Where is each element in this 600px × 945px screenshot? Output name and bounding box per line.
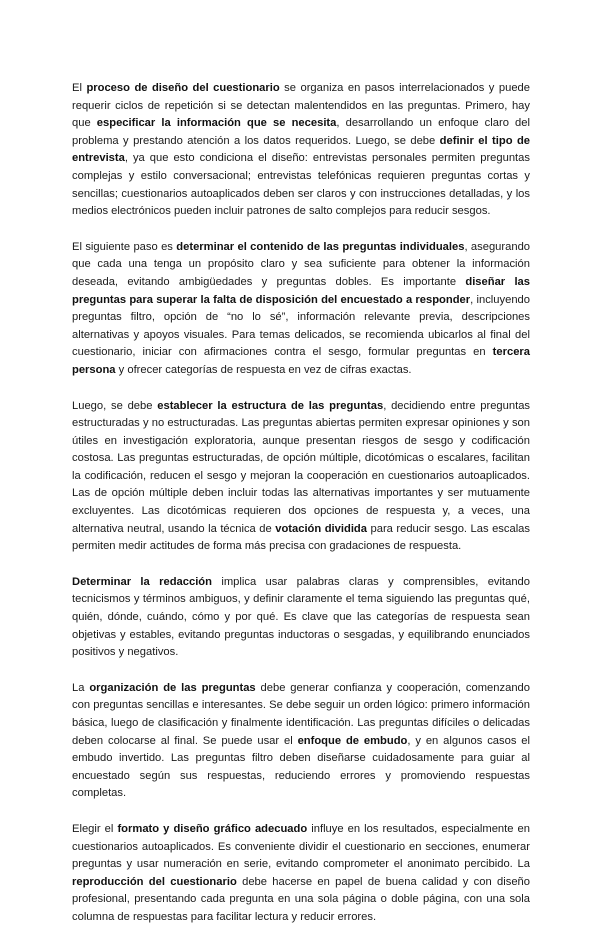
bold-term: votación dividida <box>275 522 367 535</box>
paragraph-question-order: La organización de las preguntas debe generar confianza y cooperación, comenzando con preguntas sencillas e interesantes. Se debe seguir un orden lógico: primero información básica, luego de clasificación y finalmente identificación. Las preguntas difíciles o delicadas deben colocarse al final. Se puede usar el enfoque de embudo, y en algunos casos el embudo invertido. Las preguntas filtro deben diseñarse cuidadosamente para guiar al encuestado según sus respuestas, reduciendo errores y promoviendo respuestas completas. <box>72 681 530 800</box>
bold-term: organización de las preguntas <box>89 681 256 694</box>
paragraph-wording: Determinar la redacción implica usar palabras claras y comprensibles, evitando tecnicismos y términos ambiguos, y definir claramente el tema siguiendo las preguntas qué, quién, dónde, cuándo, cómo y por qué. Es clave que las categorías de respuesta sean objetivas y estables, evitando preguntas inductoras o sesgadas, y equilibrando enunciados positivos y negativos. <box>72 575 530 659</box>
bold-term: proceso de diseño del cuestionario <box>86 82 280 94</box>
bold-term: establecer la estructura de las preguntas <box>157 399 384 412</box>
bold-term: Determinar la redacción <box>72 575 212 588</box>
document-body <box>72 80 530 945</box>
bold-term: tercera persona <box>72 346 530 376</box>
bold-term: determinar el contenido de las preguntas individuales <box>176 240 465 253</box>
bold-term: especificar la información que se necesita <box>96 117 337 130</box>
paragraph-question-structure: Luego, se debe establecer la estructura de las preguntas, decidiendo entre preguntas estructuradas y no estructuradas. Las preguntas abiertas permiten expresar opiniones y son útiles en investigación exploratoria, aunque presentan riesgos de sesgo y codificación costosa. Las preguntas estructuradas, de opción múltiple, dicotómicas o escalares, facilitan la codificación, reducen el sesgo y mejoran la cooperación en cuestionarios autoaplicados. Las de opción múltiple deben incluir todas las alternativas importantes y ser mutuamente excluyentes. Las dicotómicas requieren dos opciones de respuesta y, a veces, una alternativa neutral, usando la técnica de votación dividida para reducir sesgo. Las escalas permiten medir actitudes de forma más precisa con gradaciones de respuesta. <box>72 399 531 553</box>
paragraph-design-process: El proceso de diseño del cuestionario se organiza en pasos interrelacionados y puede requerir ciclos de repetición si se detectan malentendidos en las preguntas. Primero, hay que especificar la información que se necesita, desarrollando un enfoque claro del problema y prestando atención a los datos requeridos. Luego, se debe definir el tipo de entrevista, ya que esto condiciona el diseño: entrevistas personales permiten preguntas complejas y estilo conversacional; entrevistas telefónicas requieren preguntas cortas y sencillas; cuestionarios autoaplicados deben ser claros y con instrucciones detalladas, y los medios electrónicos pueden incluir patrones de salto complejos para reducir sesgos. <box>72 82 530 218</box>
paragraph-question-content: El siguiente paso es determinar el contenido de las preguntas individuales, asegurando que cada una tenga un propósito claro y sea suficiente para obtener la información deseada, evitando ambigüedades y preguntas dobles. Es importante diseñar las preguntas para superar la falta de disposición del encuestado a responder, incluyendo preguntas filtro, opción de “no lo sé”, información relevante previa, descripciones alternativas y apoyos visuales. Para temas delicados, se recomienda ubicarlos al final del cuestionario, iniciar con afirmaciones contra el sesgo, formular preguntas en tercera persona y ofrecer categorías de respuesta en vez de cifras exactas. <box>72 240 531 376</box>
bold-term: enfoque de embudo <box>297 734 408 747</box>
paragraph-format-layout: Elegir el formato y diseño gráfico adecuado influye en los resultados, especialmente en cuestionarios autoaplicados. Es conveniente dividir el cuestionario en secciones, enumerar preguntas y usar numeración en serie, evitando comprometer el anonimato percibido. La reproducción del cuestionario debe hacerse en papel de buena calidad y con diseño profesional, presentando cada pregunta en una sola página o doble página, con una sola columna de respuestas para facilitar lectura y reducir errores. <box>72 822 531 923</box>
bold-term: definir el tipo de entrevista <box>72 134 530 165</box>
bold-term: formato y diseño gráfico adecuado <box>117 822 308 835</box>
bold-term: diseñar las preguntas para superar la falta de disposición del encuestado a responder <box>72 275 530 306</box>
bold-term: reproducción del cuestionario <box>72 875 237 888</box>
